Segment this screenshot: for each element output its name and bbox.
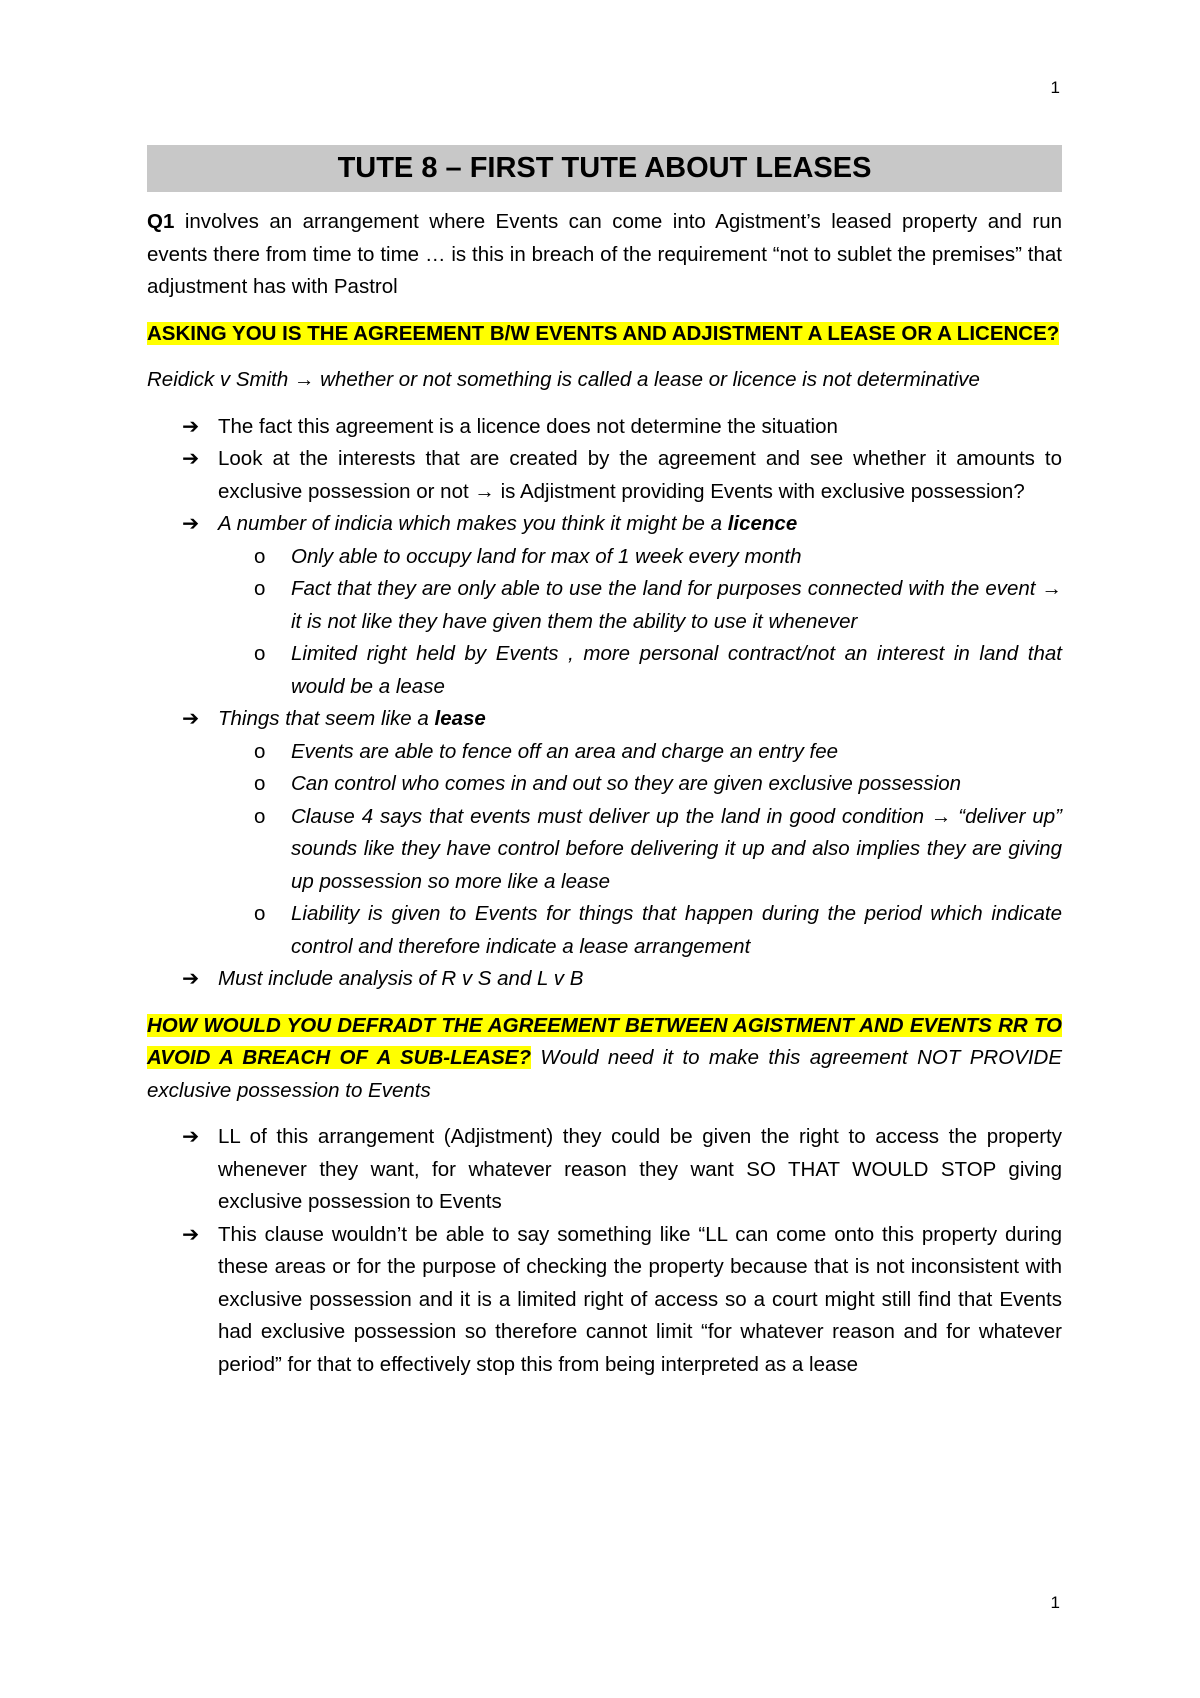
arrow-icon: → bbox=[293, 368, 315, 391]
sub-bullet-text: “deliver up” sounds like they have control before delivering it up and also implies they are giving up possession so more like a lease bbox=[291, 804, 1062, 893]
heading-draft-agreement bbox=[147, 1010, 1062, 1108]
bullet-arrow-icon: ➔ bbox=[182, 447, 200, 470]
circle-bullet-icon: o bbox=[254, 739, 266, 763]
circle-bullet-icon: o bbox=[254, 902, 266, 925]
q1-label: Q1 bbox=[147, 210, 175, 233]
licence-word: licence bbox=[727, 512, 798, 535]
case-name: Reidick v Smith bbox=[147, 368, 294, 391]
bullet-item bbox=[182, 411, 1062, 444]
sub-bullet-item bbox=[254, 768, 1062, 801]
circle-bullet-icon: o bbox=[254, 577, 266, 600]
circle-bullet-icon: o bbox=[254, 544, 266, 568]
sub-bullet-item bbox=[254, 898, 1062, 963]
bullet-text: A number of indicia which makes you think it might be a bbox=[218, 512, 728, 535]
bullet-arrow-icon: ➔ bbox=[182, 512, 200, 535]
sub-bullet-item bbox=[254, 801, 1062, 899]
bullet-arrow-icon: ➔ bbox=[182, 1222, 200, 1246]
circle-bullet-icon: o bbox=[254, 642, 266, 665]
heading-draft-agreement-text: HOW WOULD YOU DEFRADT THE AGREEMENT BETWEEN AGISTMENT AND EVENTS RR TO AVOID A BREACH OF A SUB-LEASE? bbox=[147, 1013, 1062, 1069]
circle-bullet-icon: o bbox=[254, 804, 266, 828]
sub-bullet-text: Can control who comes in and out so they are given exclusive possession bbox=[291, 772, 962, 795]
bullet-item bbox=[182, 443, 1062, 508]
sub-bullet-text: Fact that they are only able to use the land for purposes connected with the event bbox=[291, 577, 1042, 600]
sub-bullet-item bbox=[254, 736, 1062, 769]
page-number-bottom: 1 bbox=[1050, 1593, 1060, 1612]
document-body bbox=[147, 145, 1062, 1381]
bullet-item bbox=[182, 1219, 1062, 1382]
sub-bullet-text: Liability is given to Events for things that happen during the period which indicate control and therefore indicate a lease arrangement bbox=[291, 902, 1062, 958]
bullet-arrow-icon: ➔ bbox=[182, 414, 200, 438]
lease-indicia-bullet bbox=[182, 703, 1062, 736]
bullet-text: The fact this agreement is a licence does not determine the situation bbox=[218, 414, 838, 438]
sub-bullet-text: Only able to occupy land for max of 1 week every month bbox=[291, 544, 802, 568]
arrow-icon: → bbox=[1041, 577, 1062, 600]
q1-paragraph bbox=[147, 206, 1062, 304]
sub-bullet-text: Clause 4 says that events must deliver up the land in good condition bbox=[291, 804, 931, 828]
heading-draft-agreement-note: Would need it to make this agreement NOT PROVIDE exclusive possession to Events bbox=[147, 1046, 1062, 1102]
bullet-text: Look at the interests that are created by the agreement and see whether it amounts to exclusive possession or not bbox=[218, 447, 1062, 503]
heading-lease-or-licence bbox=[147, 318, 1062, 351]
bullet-arrow-icon: ➔ bbox=[182, 1125, 200, 1148]
sub-bullet-item bbox=[254, 541, 1062, 574]
bullet-item bbox=[182, 1121, 1062, 1219]
case-text: whether or not something is called a lease or licence is not determinative bbox=[314, 368, 980, 391]
sub-bullet-item bbox=[254, 638, 1062, 703]
lease-word: lease bbox=[434, 707, 486, 730]
sub-bullet-text: Limited right held by Events , more personal contract/not an interest in land that would be a lease bbox=[291, 642, 1062, 698]
analysis-note-bullet bbox=[182, 963, 1062, 996]
heading-lease-or-licence-text: ASKING YOU IS THE AGREEMENT B/W EVENTS AND ADJISTMENT A LEASE OR A LICENCE? bbox=[147, 321, 1060, 345]
sub-bullet-item bbox=[254, 573, 1062, 638]
bullet-text: Things that seem like a bbox=[218, 707, 435, 730]
bullet-text: is Adjistment providing Events with exclusive possession? bbox=[494, 479, 1025, 503]
sub-bullet-text: Events are able to fence off an area and charge an entry fee bbox=[291, 739, 839, 763]
bullet-text: LL of this arrangement (Adjistment) they could be given the right to access the property whenever they want, for whatever reason they want SO THAT WOULD STOP giving exclusive possession to Events bbox=[218, 1125, 1062, 1213]
licence-indicia-bullet bbox=[182, 508, 1062, 541]
bullet-arrow-icon: ➔ bbox=[182, 707, 200, 730]
sub-bullet-text: it is not like they have given them the ability to use it whenever bbox=[291, 609, 858, 633]
arrow-icon: → bbox=[930, 804, 952, 828]
page-number-top: 1 bbox=[1050, 78, 1060, 97]
arrow-icon: → bbox=[474, 479, 495, 503]
page-title: TUTE 8 – FIRST TUTE ABOUT LEASES bbox=[147, 145, 1062, 192]
case-line bbox=[147, 364, 1062, 397]
bullet-text: This clause wouldn’t be able to say something like “LL can come onto this property during these areas or for the purpose of checking the property because that is not inconsistent with exclusive possession and it is a limited right of access so a court might still find that Events had exclusive possession so therefore cannot limit “for whatever reason and for whatever period” for that to effectively stop this from being interpreted as a lease bbox=[218, 1222, 1062, 1376]
bullet-text: Must include analysis of R v S and L v B bbox=[218, 967, 584, 990]
circle-bullet-icon: o bbox=[254, 772, 266, 795]
q1-text: involves an arrangement where Events can come into Agistment’s leased property and run events there from time to time … is this in breach of the requirement “not to sublet the premises” that adjustment has with Pastrol bbox=[147, 210, 1062, 298]
bullet-arrow-icon: ➔ bbox=[182, 967, 200, 990]
